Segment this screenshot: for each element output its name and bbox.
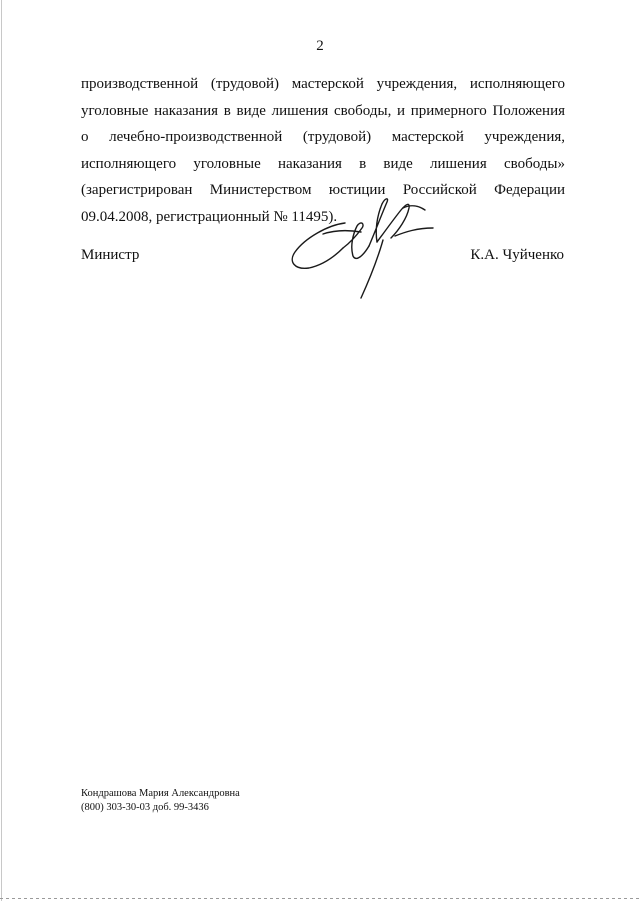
- scan-edge-bottom: [0, 898, 640, 899]
- executor-phone: (800) 303-30-03 доб. 99-3436: [81, 802, 209, 813]
- page-number: 2: [316, 38, 324, 54]
- scan-edge-left: [1, 0, 2, 901]
- body-line-1: производственной (трудовой) мастерской учреждения, исполняющего: [81, 76, 565, 92]
- signer-name: К.А. Чуйченко: [470, 247, 564, 263]
- handwritten-signature: [283, 180, 448, 305]
- body-line-6: 09.04.2008, регистрационный № 11495).: [81, 208, 338, 225]
- body-line-2: уголовные наказания в виде лишения свободы, и примерного Положения: [81, 102, 565, 119]
- body-line-3: о лечебно-производственной (трудовой) мастерской учреждения,: [81, 129, 565, 145]
- executor-block: [81, 787, 240, 815]
- body-line-5: (зарегистрирован Министерством юстиции Российской Федерации: [81, 182, 565, 198]
- signer-title: Министр: [81, 247, 140, 263]
- body-line-4: исполняющего уголовные наказания в виде лишения свободы»: [81, 155, 565, 172]
- executor-name: Кондрашова Мария Александровна: [81, 788, 240, 799]
